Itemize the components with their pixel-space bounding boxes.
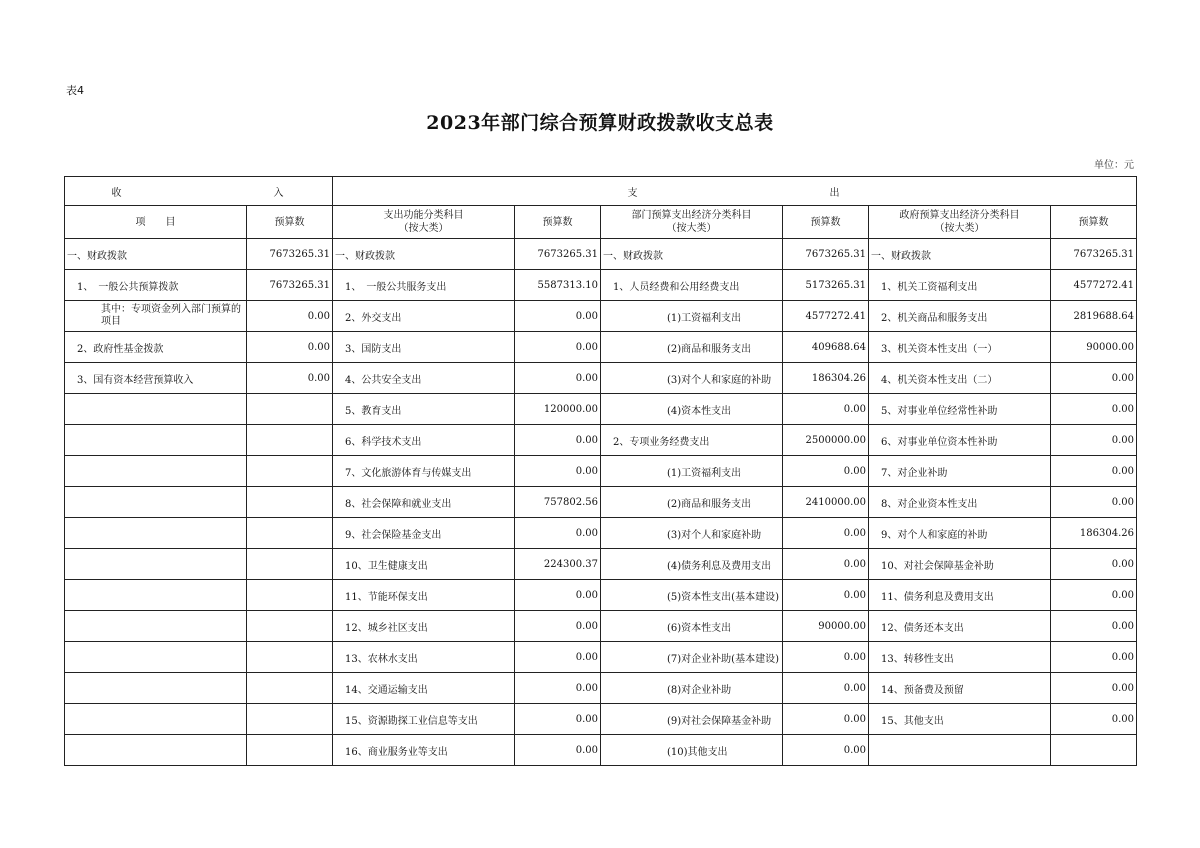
function-item-cell: 14、交通运输支出 <box>333 673 515 704</box>
income-item-cell <box>65 518 247 549</box>
expense-group-header <box>333 177 1137 206</box>
table-row <box>65 735 1137 766</box>
dept-econ-item-cell: (9)对社会保障基金补助 <box>601 704 783 735</box>
dept-econ-item-cell: 一、财政拨款 <box>601 239 783 270</box>
function-item-cell: 7、文化旅游体育与传媒支出 <box>333 456 515 487</box>
dept-econ-item-cell: (8)对企业补助 <box>601 673 783 704</box>
gov-econ-amount-cell: 0.00 <box>1051 394 1137 425</box>
income-amount-cell <box>247 611 333 642</box>
dept-econ-amount-cell: 186304.26 <box>783 363 869 394</box>
income-item-cell <box>65 394 247 425</box>
col-header-function-line2: （按大类） <box>398 223 449 234</box>
income-amount-cell <box>247 642 333 673</box>
function-item-cell: 6、科学技术支出 <box>333 425 515 456</box>
function-item-cell: 8、社会保障和就业支出 <box>333 487 515 518</box>
table-row <box>65 611 1137 642</box>
income-item-cell: 其中：专项资金列入部门预算的项目 <box>65 301 247 332</box>
gov-econ-amount-cell <box>1051 735 1137 766</box>
gov-econ-amount-cell: 186304.26 <box>1051 518 1137 549</box>
income-item-cell: 2、政府性基金拨款 <box>65 332 247 363</box>
table-row <box>65 270 1137 301</box>
expense-char-1: 支 <box>627 187 640 199</box>
income-char-1: 收 <box>111 187 124 199</box>
income-amount-cell <box>247 580 333 611</box>
dept-econ-item-cell: (10)其他支出 <box>601 735 783 766</box>
table-row <box>65 332 1137 363</box>
income-item-cell <box>65 549 247 580</box>
dept-econ-item-cell: (4)债务利息及费用支出 <box>601 549 783 580</box>
gov-econ-amount-cell: 7673265.31 <box>1051 239 1137 270</box>
gov-econ-item-cell <box>869 735 1051 766</box>
income-amount-cell: 0.00 <box>247 301 333 332</box>
gov-econ-amount-cell: 0.00 <box>1051 580 1137 611</box>
dept-econ-item-cell: 2、专项业务经费支出 <box>601 425 783 456</box>
table-row <box>65 673 1137 704</box>
gov-econ-amount-cell: 0.00 <box>1051 642 1137 673</box>
expense-char-2: 出 <box>829 187 842 199</box>
table-row <box>65 301 1137 332</box>
dept-econ-amount-cell: 0.00 <box>783 735 869 766</box>
gov-econ-amount-cell: 4577272.41 <box>1051 270 1137 301</box>
dept-econ-item-cell: (5)资本性支出(基本建设) <box>601 580 783 611</box>
function-item-cell: 2、外交支出 <box>333 301 515 332</box>
col-header-dept-econ-line2: （按大类） <box>666 223 717 234</box>
table-row <box>65 642 1137 673</box>
function-item-cell: 3、国防支出 <box>333 332 515 363</box>
table-row <box>65 239 1137 270</box>
dept-econ-amount-cell: 7673265.31 <box>783 239 869 270</box>
gov-econ-item-cell: 5、对事业单位经常性补助 <box>869 394 1051 425</box>
function-item-cell: 13、农林水支出 <box>333 642 515 673</box>
gov-econ-item-cell: 14、预备费及预留 <box>869 673 1051 704</box>
gov-econ-amount-cell: 0.00 <box>1051 363 1137 394</box>
function-item-cell: 1、 一般公共服务支出 <box>333 270 515 301</box>
function-amount-cell: 7673265.31 <box>515 239 601 270</box>
function-item-cell: 12、城乡社区支出 <box>333 611 515 642</box>
dept-econ-amount-cell: 5173265.31 <box>783 270 869 301</box>
col-header-gov-econ-line1: 政府预算支出经济分类科目 <box>899 210 1020 221</box>
table-row <box>65 363 1137 394</box>
income-group-header <box>65 177 333 206</box>
dept-econ-amount-cell: 409688.64 <box>783 332 869 363</box>
function-amount-cell: 0.00 <box>515 332 601 363</box>
dept-econ-item-cell: (3)对个人和家庭补助 <box>601 518 783 549</box>
budget-summary-table <box>64 176 1137 766</box>
function-amount-cell: 0.00 <box>515 642 601 673</box>
col-header-gov-econ <box>869 206 1051 239</box>
income-amount-cell: 0.00 <box>247 332 333 363</box>
function-amount-cell: 0.00 <box>515 425 601 456</box>
income-item-cell <box>65 673 247 704</box>
dept-econ-amount-cell: 0.00 <box>783 549 869 580</box>
income-item-cell <box>65 611 247 642</box>
function-amount-cell: 224300.37 <box>515 549 601 580</box>
gov-econ-item-cell: 12、债务还本支出 <box>869 611 1051 642</box>
gov-econ-item-cell: 6、对事业单位资本性补助 <box>869 425 1051 456</box>
income-char-2: 入 <box>273 187 286 199</box>
table-row <box>65 456 1137 487</box>
col-header-dept-econ-line1: 部门预算支出经济分类科目 <box>631 210 752 221</box>
function-amount-cell: 5587313.10 <box>515 270 601 301</box>
table-row <box>65 580 1137 611</box>
function-item-cell: 4、公共安全支出 <box>333 363 515 394</box>
income-item-cell: 一、财政拨款 <box>65 239 247 270</box>
gov-econ-item-cell: 7、对企业补助 <box>869 456 1051 487</box>
income-item-cell <box>65 642 247 673</box>
function-item-cell: 10、卫生健康支出 <box>333 549 515 580</box>
function-item-cell: 5、教育支出 <box>333 394 515 425</box>
dept-econ-amount-cell: 0.00 <box>783 642 869 673</box>
income-amount-cell <box>247 549 333 580</box>
dept-econ-item-cell: (2)商品和服务支出 <box>601 332 783 363</box>
col-header-function-line1: 支出功能分类科目 <box>383 210 464 221</box>
function-amount-cell: 0.00 <box>515 363 601 394</box>
function-item-cell: 9、社会保险基金支出 <box>333 518 515 549</box>
group-header-row <box>65 177 1137 206</box>
gov-econ-amount-cell: 0.00 <box>1051 549 1137 580</box>
dept-econ-item-cell: (7)对企业补助(基本建设) <box>601 642 783 673</box>
income-amount-cell <box>247 704 333 735</box>
gov-econ-amount-cell: 0.00 <box>1051 425 1137 456</box>
dept-econ-amount-cell: 0.00 <box>783 456 869 487</box>
gov-econ-item-cell: 2、机关商品和服务支出 <box>869 301 1051 332</box>
dept-econ-amount-cell: 0.00 <box>783 518 869 549</box>
income-item-cell: 1、 一般公共预算拨款 <box>65 270 247 301</box>
function-amount-cell: 0.00 <box>515 673 601 704</box>
col-header-amount: 预算数 <box>783 206 869 239</box>
function-item-cell: 16、商业服务业等支出 <box>333 735 515 766</box>
gov-econ-item-cell: 1、机关工资福利支出 <box>869 270 1051 301</box>
gov-econ-amount-cell: 0.00 <box>1051 673 1137 704</box>
dept-econ-item-cell: (6)资本性支出 <box>601 611 783 642</box>
function-amount-cell: 0.00 <box>515 518 601 549</box>
dept-econ-item-cell: (3)对个人和家庭的补助 <box>601 363 783 394</box>
col-header-amount: 预算数 <box>515 206 601 239</box>
income-item-cell <box>65 456 247 487</box>
gov-econ-item-cell: 13、转移性支出 <box>869 642 1051 673</box>
table-row <box>65 549 1137 580</box>
table-row <box>65 487 1137 518</box>
income-amount-cell <box>247 673 333 704</box>
dept-econ-amount-cell: 0.00 <box>783 673 869 704</box>
gov-econ-amount-cell: 90000.00 <box>1051 332 1137 363</box>
dept-econ-item-cell: 1、人员经费和公用经费支出 <box>601 270 783 301</box>
income-item-cell <box>65 735 247 766</box>
dept-econ-amount-cell: 90000.00 <box>783 611 869 642</box>
function-amount-cell: 120000.00 <box>515 394 601 425</box>
gov-econ-item-cell: 11、债务利息及费用支出 <box>869 580 1051 611</box>
income-amount-cell <box>247 425 333 456</box>
income-amount-cell: 7673265.31 <box>247 270 333 301</box>
income-item-cell <box>65 580 247 611</box>
income-item-cell: 3、国有资本经营预算收入 <box>65 363 247 394</box>
dept-econ-item-cell: (4)资本性支出 <box>601 394 783 425</box>
income-amount-cell <box>247 487 333 518</box>
income-amount-cell <box>247 735 333 766</box>
col-header-function <box>333 206 515 239</box>
gov-econ-item-cell: 一、财政拨款 <box>869 239 1051 270</box>
unit-label: 单位：元 <box>1094 160 1134 171</box>
dept-econ-item-cell: (2)商品和服务支出 <box>601 487 783 518</box>
dept-econ-amount-cell: 0.00 <box>783 580 869 611</box>
income-item-cell <box>65 704 247 735</box>
table-row <box>65 518 1137 549</box>
gov-econ-amount-cell: 0.00 <box>1051 704 1137 735</box>
income-amount-cell <box>247 456 333 487</box>
income-amount-cell <box>247 518 333 549</box>
col-header-amount: 预算数 <box>1051 206 1137 239</box>
gov-econ-item-cell: 15、其他支出 <box>869 704 1051 735</box>
gov-econ-amount-cell: 0.00 <box>1051 487 1137 518</box>
function-item-cell: 一、财政拨款 <box>333 239 515 270</box>
income-amount-cell: 0.00 <box>247 363 333 394</box>
col-header-item: 项 目 <box>65 206 247 239</box>
income-amount-cell: 7673265.31 <box>247 239 333 270</box>
dept-econ-amount-cell: 0.00 <box>783 704 869 735</box>
table-row <box>65 704 1137 735</box>
gov-econ-item-cell: 4、机关资本性支出（二） <box>869 363 1051 394</box>
income-item-cell <box>65 487 247 518</box>
function-amount-cell: 0.00 <box>515 735 601 766</box>
page-title: 2023年部门综合预算财政拨款收支总表 <box>426 112 774 134</box>
income-item-cell <box>65 425 247 456</box>
dept-econ-amount-cell: 4577272.41 <box>783 301 869 332</box>
gov-econ-amount-cell: 0.00 <box>1051 456 1137 487</box>
col-header-amount: 预算数 <box>247 206 333 239</box>
function-amount-cell: 757802.56 <box>515 487 601 518</box>
function-item-cell: 11、节能环保支出 <box>333 580 515 611</box>
function-amount-cell: 0.00 <box>515 456 601 487</box>
function-amount-cell: 0.00 <box>515 611 601 642</box>
function-amount-cell: 0.00 <box>515 301 601 332</box>
column-header-row <box>65 206 1137 239</box>
dept-econ-item-cell: (1)工资福利支出 <box>601 456 783 487</box>
dept-econ-amount-cell: 2500000.00 <box>783 425 869 456</box>
gov-econ-item-cell: 8、对企业资本性支出 <box>869 487 1051 518</box>
dept-econ-item-cell: (1)工资福利支出 <box>601 301 783 332</box>
gov-econ-amount-cell: 0.00 <box>1051 611 1137 642</box>
table-row <box>65 425 1137 456</box>
gov-econ-item-cell: 3、机关资本性支出（一） <box>869 332 1051 363</box>
table-number-label: 表4 <box>66 84 84 97</box>
income-amount-cell <box>247 394 333 425</box>
table-row <box>65 394 1137 425</box>
col-header-gov-econ-line2: （按大类） <box>934 223 985 234</box>
gov-econ-amount-cell: 2819688.64 <box>1051 301 1137 332</box>
gov-econ-item-cell: 10、对社会保障基金补助 <box>869 549 1051 580</box>
dept-econ-amount-cell: 2410000.00 <box>783 487 869 518</box>
function-item-cell: 15、资源勘探工业信息等支出 <box>333 704 515 735</box>
dept-econ-amount-cell: 0.00 <box>783 394 869 425</box>
gov-econ-item-cell: 9、对个人和家庭的补助 <box>869 518 1051 549</box>
function-amount-cell: 0.00 <box>515 580 601 611</box>
col-header-dept-econ <box>601 206 783 239</box>
function-amount-cell: 0.00 <box>515 704 601 735</box>
